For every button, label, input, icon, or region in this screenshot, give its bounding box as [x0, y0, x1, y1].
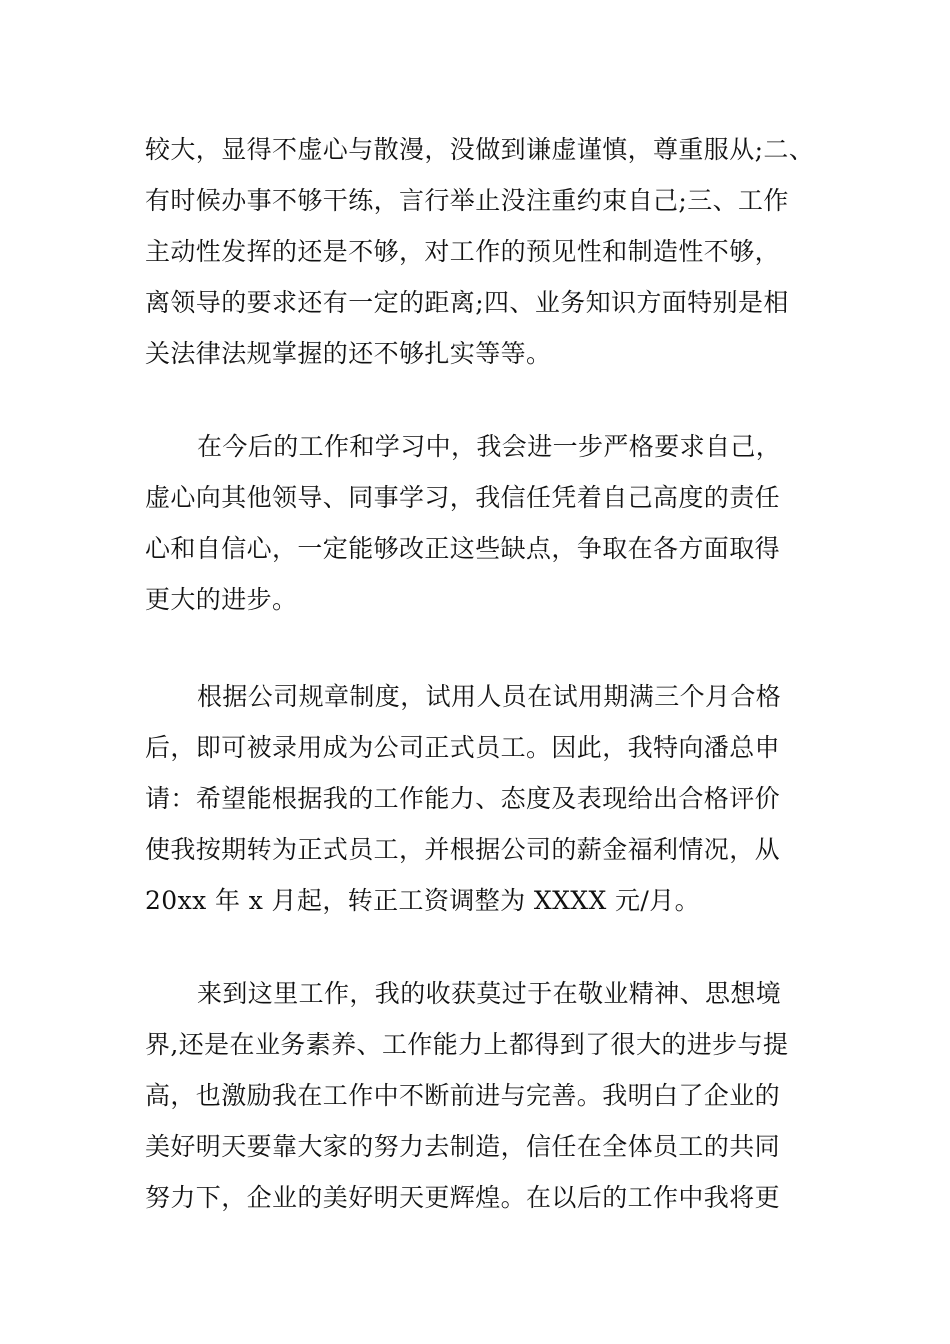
text-line: 离领导的要求还有一定的距离;四、业务知识方面特别是相: [145, 288, 789, 317]
paragraph-shortcomings: [145, 124, 815, 379]
text-line: 在今后的工作和学习中，我会进一步严格要求自己，: [197, 432, 782, 461]
text-line: 更大的进步。: [145, 585, 298, 614]
text-line: 界,还是在业务素养、工作能力上都得到了很大的进步与提: [145, 1030, 789, 1059]
text-line: 高，也激励我在工作中不断前进与完善。我明白了企业的: [145, 1081, 781, 1110]
text-line: 关法律法规掌握的还不够扎实等等。: [145, 339, 552, 368]
text-line: 虚心向其他领导、同事学习，我信任凭着自己高度的责任: [145, 483, 781, 512]
paragraph-application-request: [145, 671, 810, 926]
text-line: 来到这里工作，我的收获莫过于在敬业精神、思想境: [197, 979, 782, 1008]
text-line: 使我按期转为正式员工，并根据公司的薪金福利情况，从: [145, 835, 781, 864]
text-line: 心和自信心，一定能够改正这些缺点，争取在各方面取得: [145, 534, 781, 563]
text-line: 努力下，企业的美好明天更辉煌。在以后的工作中我将更: [145, 1183, 781, 1212]
text-line: 根据公司规章制度，试用人员在试用期满三个月合格: [197, 682, 782, 711]
paragraph-future-improvement: [145, 421, 810, 625]
paragraph-gains: [145, 968, 810, 1223]
text-line: 请：希望能根据我的工作能力、态度及表现给出合格评价: [145, 784, 781, 813]
text-line: 美好明天要靠大家的努力去制造，信任在全体员工的共同: [145, 1132, 781, 1161]
text-line: 较大，显得不虚心与散漫，没做到谦虚谨慎，尊重服从;二、: [145, 135, 815, 164]
text-line: 有时候办事不够干练，言行举止没注重约束自己;三、工作: [145, 186, 789, 215]
text-line: 20xx 年 x 月起，转正工资调整为 XXXX 元/月。: [145, 886, 701, 915]
text-line: 主动性发挥的还是不够，对工作的预见性和制造性不够，: [145, 237, 781, 266]
text-line: 后，即可被录用成为公司正式员工。因此，我特向潘总申: [145, 733, 781, 762]
